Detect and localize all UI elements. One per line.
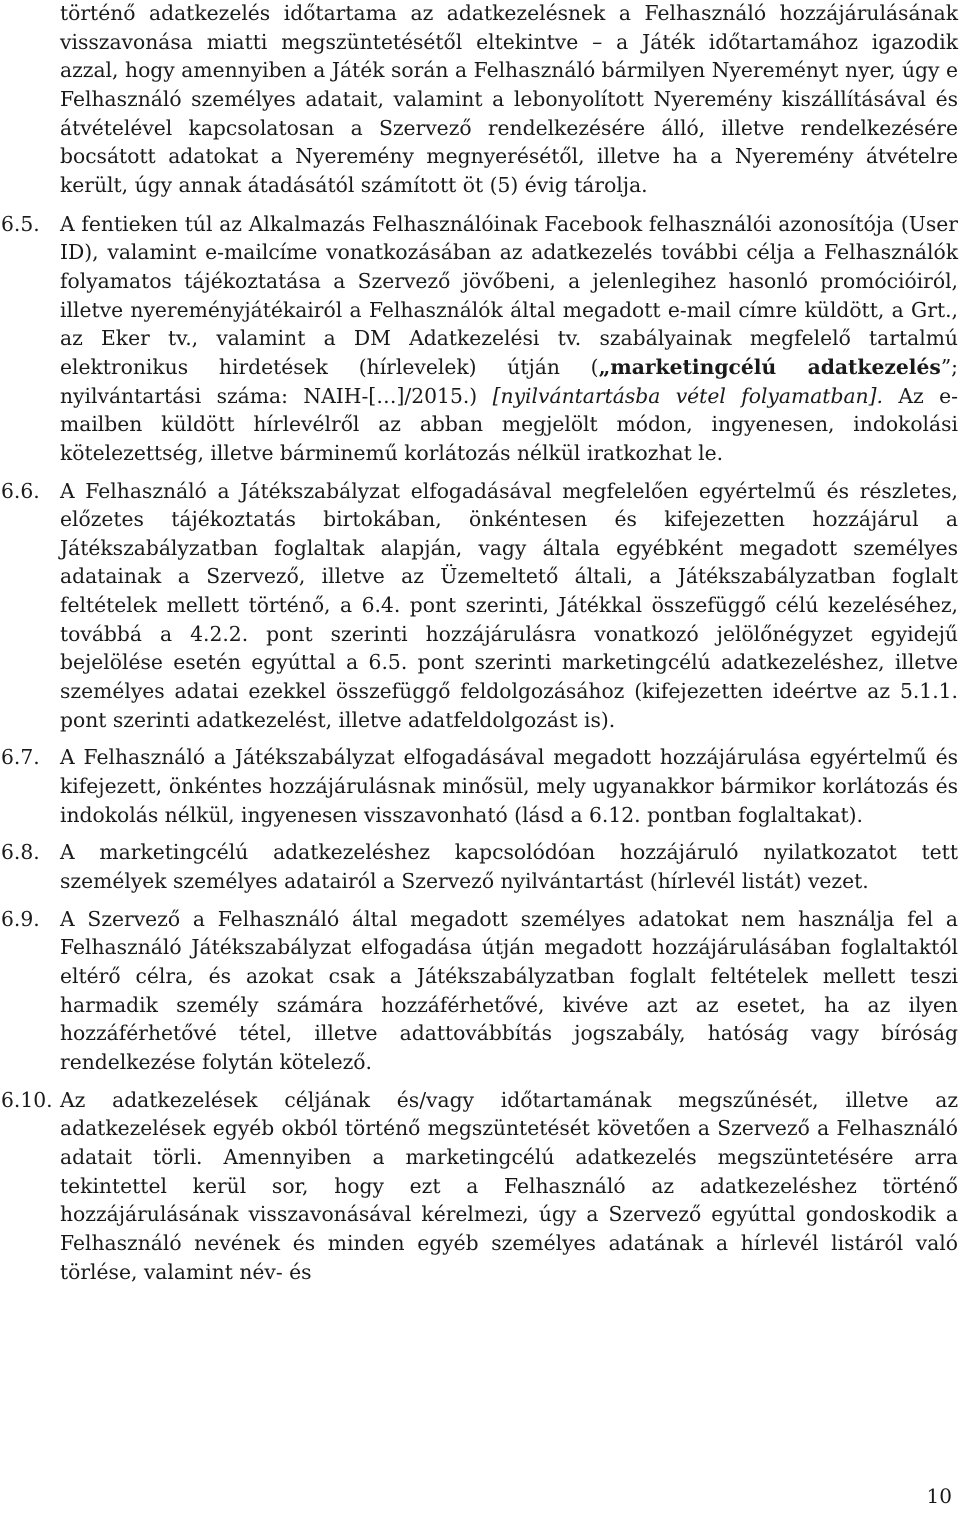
section-text: A Felhasználó a Játékszabályzat elfogadásával megfelelően egyértelmű és részletes, előzetes tájékoztatás birtokában, önkéntesen és kifejezetten hozzájárul a Játékszabályzatban foglaltak alapján, vagy általa egyébként megadott személyes adatainak a Szervező, illetve az Üzemeltető általi, a Játékszabályzatban foglalt feltételek mellett történő, a 6.4. pont szerinti, Játékkal összefüggő célú kezeléséhez, továbbá a 4.2.2. pont szerinti hozzájárulásra vonatkozó jelölőnégyzet egyidejű bejelölése esetén egyúttal a 6.5. pont szerinti marketingcélú adatkezeléshez, illetve személyes adatai ezekkel összefüggő feldolgozásához (kifejezetten ideértve az 5.1.1. pont szerinti adatkezelést, illetve adatfeldolgozást is).	[60, 478, 958, 732]
section-6-8	[0, 838, 960, 895]
section-6-10	[0, 1086, 960, 1287]
section-number: 6.8.	[1, 840, 40, 865]
section-number: 6.9.	[1, 906, 40, 931]
italic-note: [nyilvántartásba vétel folyamatban].	[492, 383, 883, 408]
bold-term: „marketingcélú adatkezelés	[598, 354, 941, 379]
intro-paragraph-text: történő adatkezelés időtartama az adatkezelésnek a Felhasználó hozzájárulásának visszavonása miatti megszüntetésétől eltekintve – a Játék időtartamához igazodik azzal, hogy amennyiben a Játék során a Felhasználó bármilyen Nyereményt nyer, úgy e Felhasználó személyes adatait, valamint a lebonyolított Nyeremény kiszállításával és átvételével kapcsolatosan a Szervező rendelkezésére álló, illetve rendelkezésére bocsátott adatokat a Nyeremény megnyerésétől, illetve ha a Nyeremény átvételre került, úgy annak átadásától számított öt (5) évig tárolja.	[60, 1, 958, 197]
section-text: A marketingcélú adatkezeléshez kapcsolódóan hozzájáruló nyilatkozatot tett személyek személyes adatairól a Szervező nyilvántartást (hírlevél listát) vezet.	[60, 840, 958, 894]
section-text-part: Az e-mailben küldött hírlevélről az abban megjelölt módon, ingyenesen, indokolási kötelezettség, illetve bárminemű korlátozás nélkül iratkozhat le.	[60, 383, 958, 465]
section-text: A Szervező a Felhasználó által megadott személyes adatokat nem használja fel a Felhasználó Játékszabályzat elfogadása útján megadott hozzájárulásában foglaltaktól eltérő célra, és azokat csak a Játékszabályzatban foglalt feltételek mellett teszi harmadik személy számára hozzáférhetővé, kivéve azt az esetet, ha az ilyen hozzáférhetővé tétel, illetve adattovábbítás jogszabály, hatóság vagy bíróság rendelkezése folytán kötelező.	[60, 906, 958, 1074]
intro-paragraph	[0, 0, 960, 200]
section-6-5	[0, 210, 960, 468]
section-6-9	[0, 905, 960, 1077]
section-text-part: ”; nyilvántartási száma: NAIH-[…]/2015.)	[60, 354, 959, 408]
section-text: A Felhasználó a Játékszabályzat elfogadásával megadott hozzájárulása egyértelmű és kifejezett, önkéntes hozzájárulásnak minősül, mely ugyanakkor bármikor korlátozás és indokolás nélkül, ingyenesen visszavonható (lásd a 6.12. pontban foglaltakat).	[60, 745, 958, 827]
section-number: 6.5.	[1, 211, 40, 236]
page-number: 10	[926, 1484, 952, 1508]
section-text: Az adatkezelések céljának és/vagy időtartamának megszűnését, illetve az adatkezelések egyéb okból történő megszüntetését követően a Szervező a Felhasználó adatait törli. Amennyiben a marketingcélú adatkezelés megszüntetésére arra tekintettel kerül sor, hogy ezt a Felhasználó az adatkezeléshez történő hozzájárulásának visszavonásával kérelmezi, úgy a Szervező egyúttal gondoskodik a Felhasználó nevének és minden egyéb személyes adatának a hírlevél listáról való törlése, valamint név- és	[60, 1087, 958, 1284]
section-6-6	[0, 477, 960, 735]
section-number: 6.10.	[1, 1087, 53, 1112]
section-number: 6.7.	[1, 745, 40, 770]
section-text-part: A fentieken túl az Alkalmazás Felhasználóinak Facebook felhasználói azonosítója (User ID), valamint e-mailcíme vonatkozásában az adatkezelés további célja a Felhasználók folyamatos tájékoztatása a Szervező jövőbeni, a jelenlegihez hasonló promócióiról, illetve nyereményjátékairól a Felhasználók által megadott e-mail címre küldött, a Grt., az Eker tv., valamint a DM Adatkezelési tv. szabályainak megfelelő tartalmú elektronikus hirdetések (hírlevelek) útján (	[60, 211, 958, 379]
section-text	[60, 212, 958, 465]
section-6-7	[0, 743, 960, 829]
section-number: 6.6.	[1, 478, 40, 503]
